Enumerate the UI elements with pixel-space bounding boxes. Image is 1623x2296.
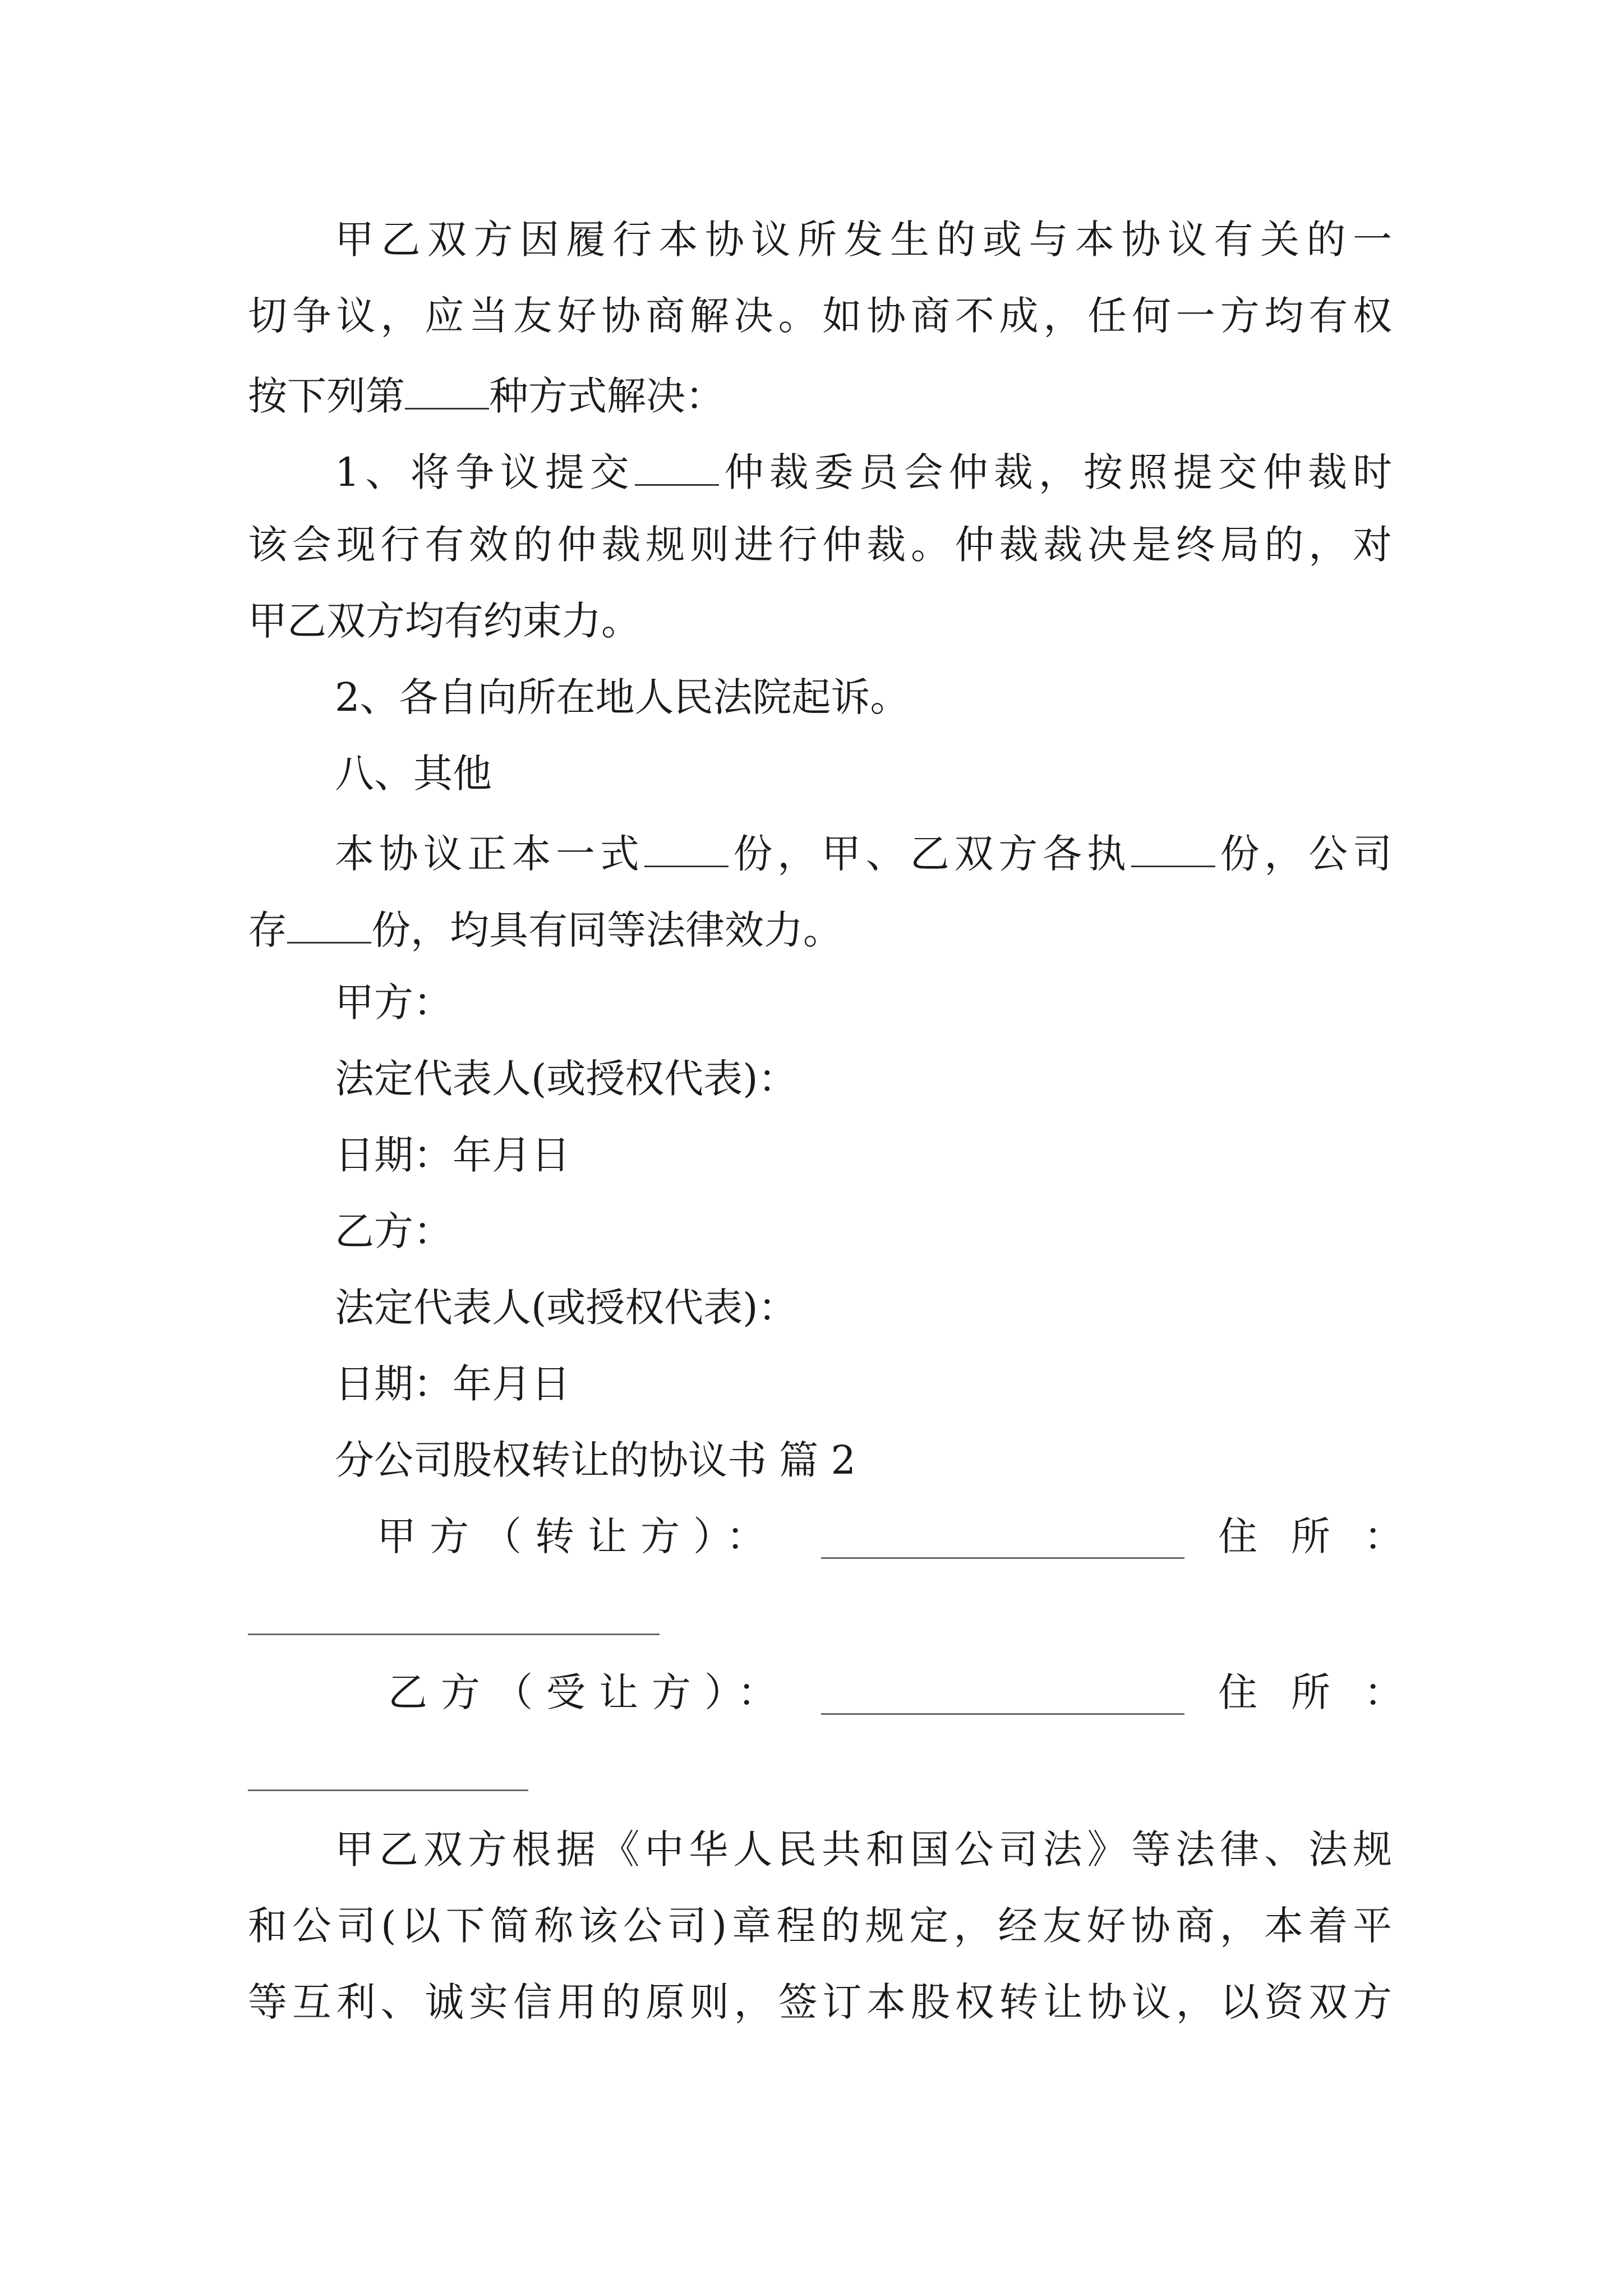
- transferee-address-blank: [248, 1789, 528, 1791]
- party-b-label: 乙方：: [335, 1208, 453, 1254]
- party-a-representative: 法定代表人(或授权代表)：: [335, 1056, 797, 1102]
- dispute-paragraph-line-1: 甲乙双方因履行本协议所发生的或与本协议有关的一: [335, 217, 1392, 263]
- party-a-date: 日期：年月日: [335, 1132, 570, 1178]
- fill-in-blank: [635, 449, 719, 486]
- dispute-paragraph-line-3: [248, 372, 725, 419]
- section-title-article-2: 分公司股权转让的协议书 篇 2: [335, 1437, 856, 1483]
- text-segment: 份，公司: [1215, 831, 1393, 877]
- copies-line-2: [248, 907, 842, 953]
- arbitration-line-3: 甲乙双方均有约束力。: [248, 598, 640, 644]
- agreement-basis-line-2: 和公司(以下简称该公司)章程的规定，经友好协商，本着平: [248, 1903, 1392, 1949]
- fill-in-blank: [1131, 830, 1215, 867]
- section-heading-other: 八、其他: [335, 751, 492, 797]
- agreement-basis-line-1: 甲乙双方根据《中华人民共和国公司法》等法律、法规: [335, 1826, 1392, 1872]
- arbitration-line-2: 该会现行有效的仲裁规则进行仲裁。仲裁裁决是终局的，对: [248, 522, 1392, 568]
- text-segment: 按下列第: [248, 373, 405, 419]
- text-segment: 份，甲、乙双方各执: [728, 831, 1131, 877]
- text-segment: 份，均具有同等法律效力。: [371, 907, 842, 953]
- text-segment: 1、将争议提交: [335, 449, 635, 495]
- transferee-label: 乙方（受让方）：: [388, 1669, 790, 1715]
- transferor-address-blank: [248, 1634, 660, 1635]
- transferee-row: [248, 1669, 1437, 1718]
- fill-in-blank: [287, 907, 371, 944]
- text-segment: 存: [248, 907, 287, 953]
- arbitration-line-1: [335, 449, 1392, 495]
- transferee-name-blank: [821, 1713, 1184, 1715]
- party-b-representative: 法定代表人(或授权代表)：: [335, 1285, 797, 1331]
- fill-in-blank: [405, 372, 489, 409]
- transferee-address-label: 住所：: [1218, 1669, 1437, 1715]
- copies-line-1: [335, 830, 1393, 877]
- party-a-label: 甲方：: [335, 979, 453, 1025]
- text-segment: 本协议正本一式: [335, 831, 644, 877]
- fill-in-blank: [644, 830, 728, 867]
- transferor-label: 甲方（转让方）：: [377, 1513, 779, 1559]
- text-segment: 种方式解决：: [489, 373, 725, 419]
- text-segment: 仲裁委员会仲裁，按照提交仲裁时: [718, 449, 1392, 495]
- transferor-address-label: 住所：: [1218, 1513, 1437, 1559]
- dispute-paragraph-line-2: 切争议，应当友好协商解决。如协商不成，任何一方均有权: [248, 293, 1392, 339]
- court-line: 2、各自向所在地人民法院起诉。: [335, 674, 910, 720]
- party-b-date: 日期：年月日: [335, 1361, 570, 1407]
- transferor-row: [248, 1513, 1437, 1562]
- transferor-name-blank: [821, 1557, 1184, 1559]
- agreement-basis-line-3: 等互利、诚实信用的原则，签订本股权转让协议，以资双方: [248, 1979, 1392, 2025]
